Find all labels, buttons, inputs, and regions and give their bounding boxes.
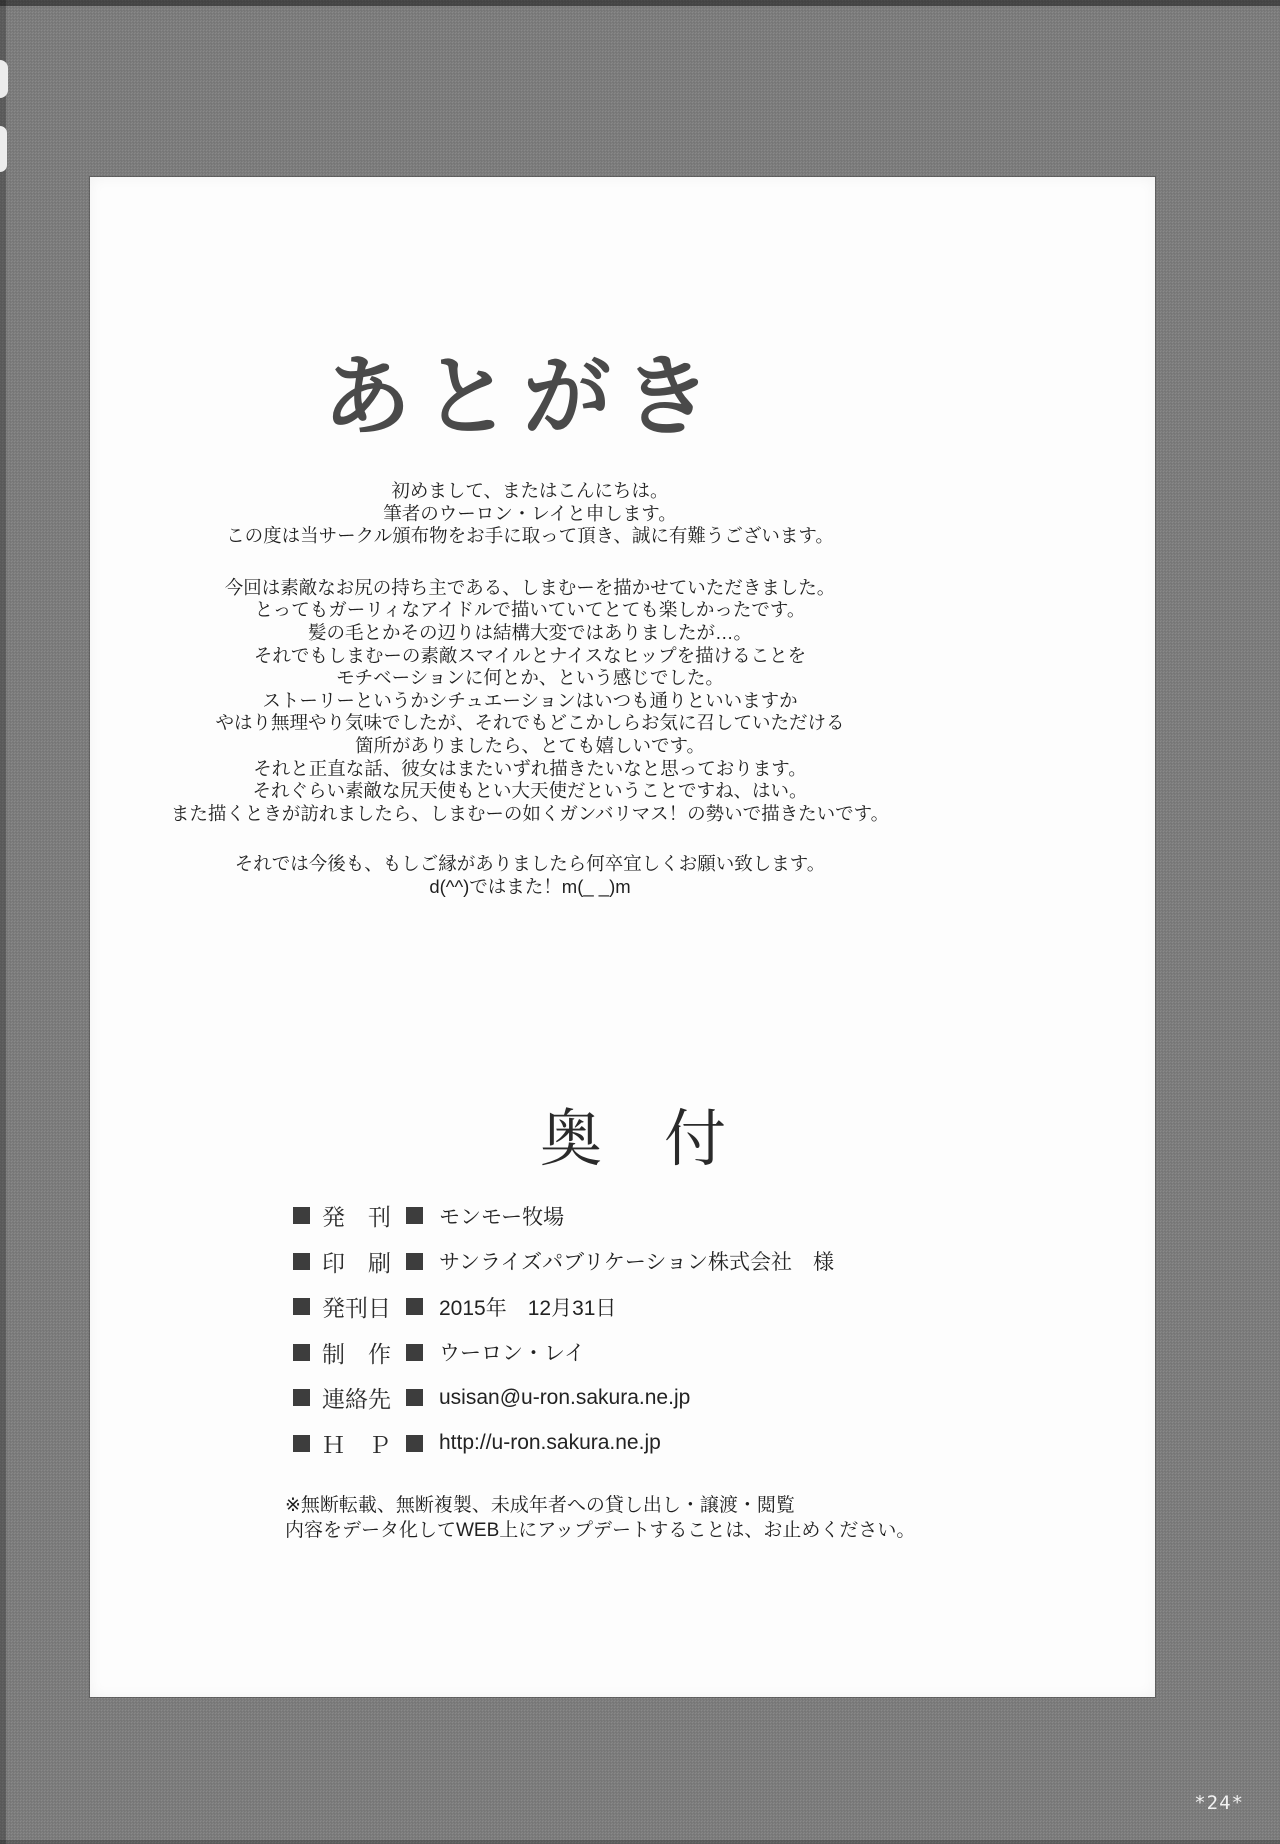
afterword-title: あとがき	[322, 347, 724, 446]
afterword-body	[80, 480, 980, 899]
afterword-line: やはり無理やり気味でしたが、それでもどこかしらお気に召していただける	[215, 712, 845, 734]
afterword-line: それでもしまむーの素敵スマイルとナイスなヒップを描けることを	[253, 644, 807, 666]
afterword-line: 髪の毛とかその辺りは結構大変ではありましたが…。	[307, 621, 752, 643]
copyright-notice	[285, 1493, 915, 1543]
colophon-value: 2015年 12月31日	[439, 1296, 617, 1320]
colophon-row-creator	[90, 1330, 1155, 1376]
notice-line: 内容をデータ化してWEB上にアップデートすることは、お止めください。	[285, 1520, 916, 1541]
square-bullet-icon	[406, 1253, 423, 1270]
square-bullet-icon	[293, 1207, 310, 1224]
notice-line: ※無断転載、無断複製、未成年者への貸し出し・譲渡・閲覧	[285, 1495, 795, 1516]
afterword-line: d(^^)ではまた！m(_ _)m	[429, 875, 631, 897]
afterword-line: 筆者のウーロン・レイと申します。	[383, 502, 677, 524]
square-bullet-icon	[406, 1298, 423, 1315]
colophon-row-printer	[90, 1239, 1155, 1285]
colophon-value: サンライズパブリケーション株式会社 様	[439, 1251, 835, 1275]
afterword-line: それぐらい素敵な尻天使もとい大天使だということですね、はい。	[252, 780, 808, 802]
colophon-value-email: usisan@u-ron.sakura.ne.jp	[439, 1385, 691, 1409]
colophon-row-publish-date	[90, 1284, 1155, 1330]
afterword-line: ストーリーというかシチュエーションはいつも通りといいますか	[262, 689, 798, 711]
afterword-line: 箇所がありましたら、とても嬉しいです。	[354, 734, 706, 756]
colophon-title: 奥 付	[539, 1105, 727, 1174]
colophon-table	[90, 1193, 1155, 1466]
square-bullet-icon	[406, 1207, 423, 1224]
colophon-label: 制 作	[322, 1340, 391, 1367]
scan-artifact	[0, 60, 8, 98]
square-bullet-icon	[293, 1298, 310, 1315]
afterword-line: とってもガーリィなアイドルで描いていてとても楽しかったです。	[254, 599, 806, 621]
colophon-row-contact	[90, 1375, 1155, 1421]
square-bullet-icon	[406, 1389, 423, 1406]
colophon-label: Ｈ Ｐ	[322, 1431, 391, 1458]
afterword-line: また描くときが訪れましたら、しまむーの如くガンバリマス！の勢いで描きたいです。	[170, 802, 890, 824]
square-bullet-icon	[293, 1253, 310, 1270]
paper-page	[90, 177, 1155, 1697]
colophon-label: 発 刊	[322, 1204, 391, 1231]
afterword-paragraph-greeting	[80, 480, 980, 548]
colophon-row-homepage	[90, 1421, 1155, 1467]
colophon-row-publisher	[90, 1193, 1155, 1239]
afterword-paragraph-main	[80, 577, 980, 826]
square-bullet-icon	[293, 1389, 310, 1406]
square-bullet-icon	[406, 1344, 423, 1361]
scan-edge-shadow-bottom	[0, 1840, 1280, 1844]
square-bullet-icon	[293, 1344, 310, 1361]
colophon-value: ウーロン・レイ	[439, 1342, 585, 1366]
colophon-label: 印 刷	[322, 1249, 391, 1276]
scan-edge-shadow-top	[0, 0, 1280, 6]
colophon-value: モンモー牧場	[439, 1205, 565, 1229]
square-bullet-icon	[293, 1435, 310, 1452]
afterword-line: 今回は素敵なお尻の持ち主である、しまむーを描かせていただきました。	[224, 576, 836, 598]
afterword-line: モチベーションに何とか、という感じでした。	[336, 667, 724, 689]
afterword-line: それと正直な話、彼女はまたいずれ描きたいなと思っております。	[253, 757, 807, 779]
afterword-line: それでは今後も、もしご縁がありましたら何卒宜しくお願い致します。	[234, 853, 826, 875]
colophon-label: 発刊日	[322, 1295, 391, 1322]
afterword-paragraph-closing	[80, 853, 980, 898]
page-number: *24*	[1194, 1792, 1244, 1814]
afterword-line: 初めまして、またはこんにちは。	[391, 480, 669, 501]
scan-edge-shadow-left	[0, 0, 6, 1844]
colophon-label: 連絡先	[322, 1386, 391, 1413]
square-bullet-icon	[406, 1435, 423, 1452]
colophon-value-url: http://u-ron.sakura.ne.jp	[439, 1431, 661, 1455]
scan-artifact	[0, 126, 7, 172]
afterword-line: この度は当サークル頒布物をお手に取って頂き、誠に有難うございます。	[226, 525, 834, 547]
